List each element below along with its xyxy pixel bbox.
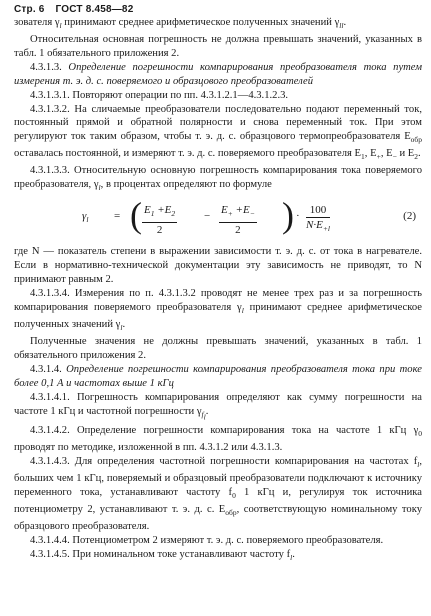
- section-4-3-1-3-4: 4.3.1.3.4. Измерения по п. 4.3.1.3.2 проводят не менее трех раз и за погрешность компарирования поверяемого преобразователя $\gamma_l$ принимают среднее арифметическое полученных значений $\gamma_l$.: [14, 288, 422, 333]
- section-4-3-1-4-2: 4.3.1.4.2. Определение погрешности компарирования тока на частоте 1 кГц $\gamma_0$ проводят по методике, изложенной в пп. 4.3.1.2 или 4.3.1.3.: [14, 425, 422, 454]
- fraction-1: $\frac{E_1 +E_2}{2}$: [144, 204, 176, 236]
- close-paren: ): [282, 195, 294, 236]
- formula-lhs: $\gamma_l$: [82, 210, 89, 225]
- open-paren: (: [130, 195, 142, 236]
- section-4-3-1-3-2: 4.3.1.3.2. На сличаемые преобразователи последовательно подают переменный ток, постоянный прямой и обратной полярности и снова переменный ток. При этом регулируют ток таким образом, чтобы т. э. д. с. образцового термопреобразователя $E_{обр}$ оставалась постоянной, и измеряют т. э. д. с. поверяемого преобразователя $E_1$, $E_+$, $E_-$ и $E_2$.: [14, 103, 422, 162]
- section-4-3-1-3-1: 4.3.1.3.1. Повторяют операции по пп. 4.3.1.2.1—4.3.1.2.3.: [30, 89, 289, 101]
- document-body: [14, 16, 422, 565]
- paragraph-intro: зователя $\gamma_l$ принимают среднее арифметическое полученных значений $\gamma_{ll}$.: [14, 17, 347, 31]
- section-4-3-1-4-3: 4.3.1.4.3. Для определения частотной погрешности компарирования на частотах $f_l$, больших чем 1 кГц, поверяемый и образцовый преобразователи подключают к источнику переменного тока, устанавливают частоту $f_0$ 1 кГц и, регулируя ток источника потенциометру 2, устанавливают т. э. д. с. $E_{обр}$, соответствующую номинальному току образцового преобразователя.: [14, 455, 422, 532]
- paragraph-error-limit: Относительная основная погрешность не должна превышать значений, указанных в табл. 1 обязательного приложения 2.: [14, 34, 422, 59]
- section-4-3-1-4: 4.3.1.4. Определение погрешности компарирования преобразователя тока при токе более 0,1 А и частотах выше 1 кГц: [14, 363, 422, 389]
- section-4-3-1-4-5: 4.3.1.4.5. При номинальном токе устанавливают частоту $f_l$.: [30, 548, 295, 562]
- fraction-3: $\frac{100}{N\cdot E_{+l}}$: [306, 204, 330, 234]
- page-header: [14, 4, 141, 15]
- paragraph-values: Полученные значения не должны превышать значений, указанных в табл. 1 обязательного приложения 2.: [14, 335, 422, 361]
- formula-number: (2): [403, 210, 416, 223]
- section-4-3-1-4-4: 4.3.1.4.4. Потенциометром 2 измеряют т. э. д. с. поверяемого преобразователя.: [30, 534, 384, 546]
- section-4-3-1-3: 4.3.1.3. Определение погрешности компарирования преобразователя тока путем измерения т. э. д. с. поверяемого и образцового преобразователей: [14, 61, 422, 87]
- standard-code: ГОСТ 8.458—82: [55, 4, 134, 15]
- page-number: Стр. 6: [14, 4, 45, 15]
- fraction-2: $\frac{E_+ +E_-}{2}$: [221, 204, 255, 236]
- section-4-3-1-4-1: 4.3.1.4.1. Погрешность компарирования определяют как сумму погрешности на частоте 1 кГц и частотной погрешности $\gamma_{f_l}$.: [14, 391, 422, 422]
- paragraph-where-n: где N — показатель степени в выражении зависимости т. э. д. с. от тока в нагревателе. Если в нормативно-технической документации эту зависимость не приводят, то N принимают равным 2.: [14, 246, 422, 286]
- formula-2: $\gamma_l$ = ( $\frac{E_1 +E_2}{2}$ − $\frac{E_+ +E_-}{2}$ ) · $\frac{100}{N\cdot E_{+l}}$ (2): [82, 195, 416, 236]
- section-4-3-1-3-3: 4.3.1.3.3. Относительную основную погрешность компарирования тока поверяемого преобразователя, $\gamma_l$, в процентах определяют по формуле: [14, 165, 422, 193]
